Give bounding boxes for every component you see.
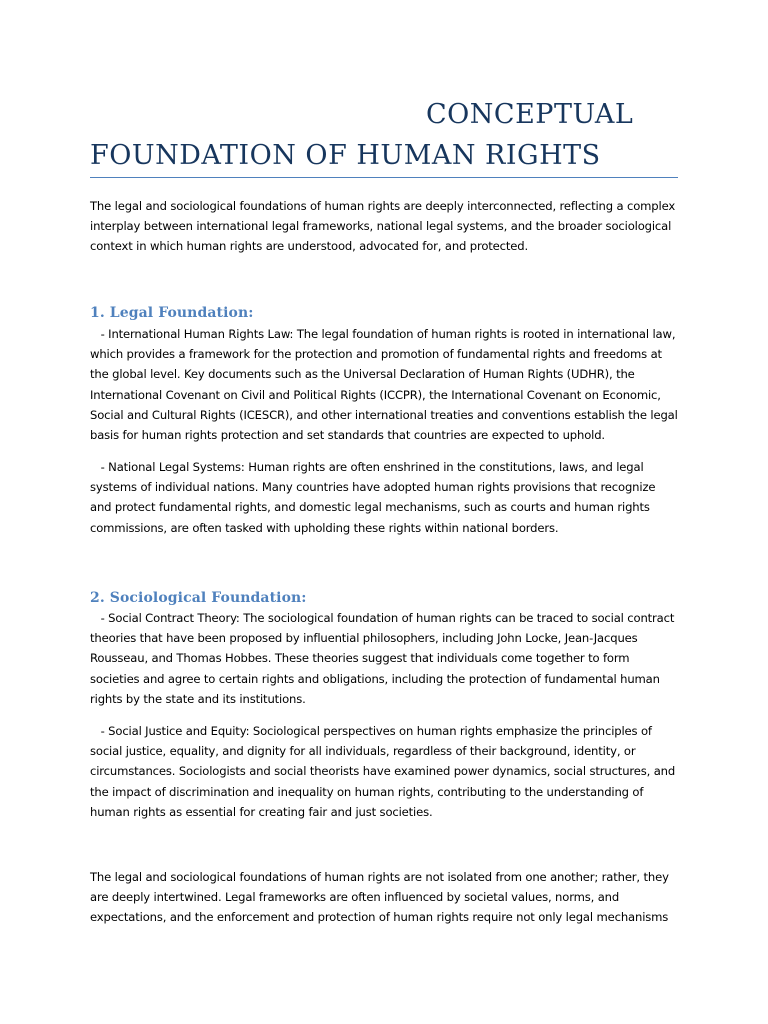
conclusion-paragraph: The legal and sociological foundations of human rights are not isolated from one another; rather, they are deeply intertwined. Legal frameworks are often influenced by societal values, norms, and expectations, and the enforcement and protection of human rights require not only legal mechanisms [90, 870, 669, 925]
paragraph-international-law-text: - International Human Rights Law: The legal foundation of human rights is rooted in international law, which provides a framework for the protection and promotion of fundamental rights and freedoms at the global level. Key documents such as the Universal Declaration of Human Rights (UDHR), the International Covenant on Civil and Political Rights (ICCPR), the International Covenant on Economic, Social and Cultural Rights (ICESCR), and other international treaties and conventions establish the legal basis for human rights protection and set standards that countries are expected to uphold. [90, 327, 678, 443]
paragraph-international-law [90, 324, 680, 445]
title-underline-divider [90, 177, 678, 178]
paragraph-social-justice [90, 721, 680, 822]
intro-paragraph: The legal and sociological foundations of human rights are deeply interconnected, reflecting a complex interplay between international legal frameworks, national legal systems, and the broader sociological context in which human rights are understood, advocated for, and protected. [90, 199, 676, 254]
page-title-line-2: FOUNDATION OF HUMAN RIGHTS [90, 140, 601, 171]
paragraph-social-justice-text: - Social Justice and Equity: Sociological perspectives on human rights emphasize the principles of social justice, equality, and dignity for all individuals, regardless of their background, identity, or circumstances. Sociologists and social theorists have examined power dynamics, social structures, and the impact of discrimination and inequality on human rights, contributing to the understanding of human rights as essential for creating fair and just societies. [90, 724, 676, 819]
section-heading-sociological-foundation: 2. Sociological Foundation: [90, 590, 307, 606]
page-title-line-1: CONCEPTUAL [426, 99, 634, 130]
paragraph-social-contract [90, 608, 680, 709]
paragraph-social-contract-text: - Social Contract Theory: The sociological foundation of human rights can be traced to social contract theories that have been proposed by influential philosophers, including John Locke, Jean-Jacques Rousseau, and Thomas Hobbes. These theories suggest that individuals come together to form societies and agree to certain rights and obligations, including the protection of fundamental human rights by the state and its institutions. [90, 611, 675, 706]
section-heading-legal-foundation: 1. Legal Foundation: [90, 305, 254, 321]
paragraph-national-legal-systems [90, 457, 680, 538]
page-title [90, 94, 680, 176]
paragraph-national-legal-systems-text: - National Legal Systems: Human rights are often enshrined in the constitutions, laws, and legal systems of individual nations. Many countries have adopted human rights provisions that recognize and protect fundamental rights, and domestic legal mechanisms, such as courts and human rights commissions, are often tasked with upholding these rights within national borders. [90, 460, 656, 535]
